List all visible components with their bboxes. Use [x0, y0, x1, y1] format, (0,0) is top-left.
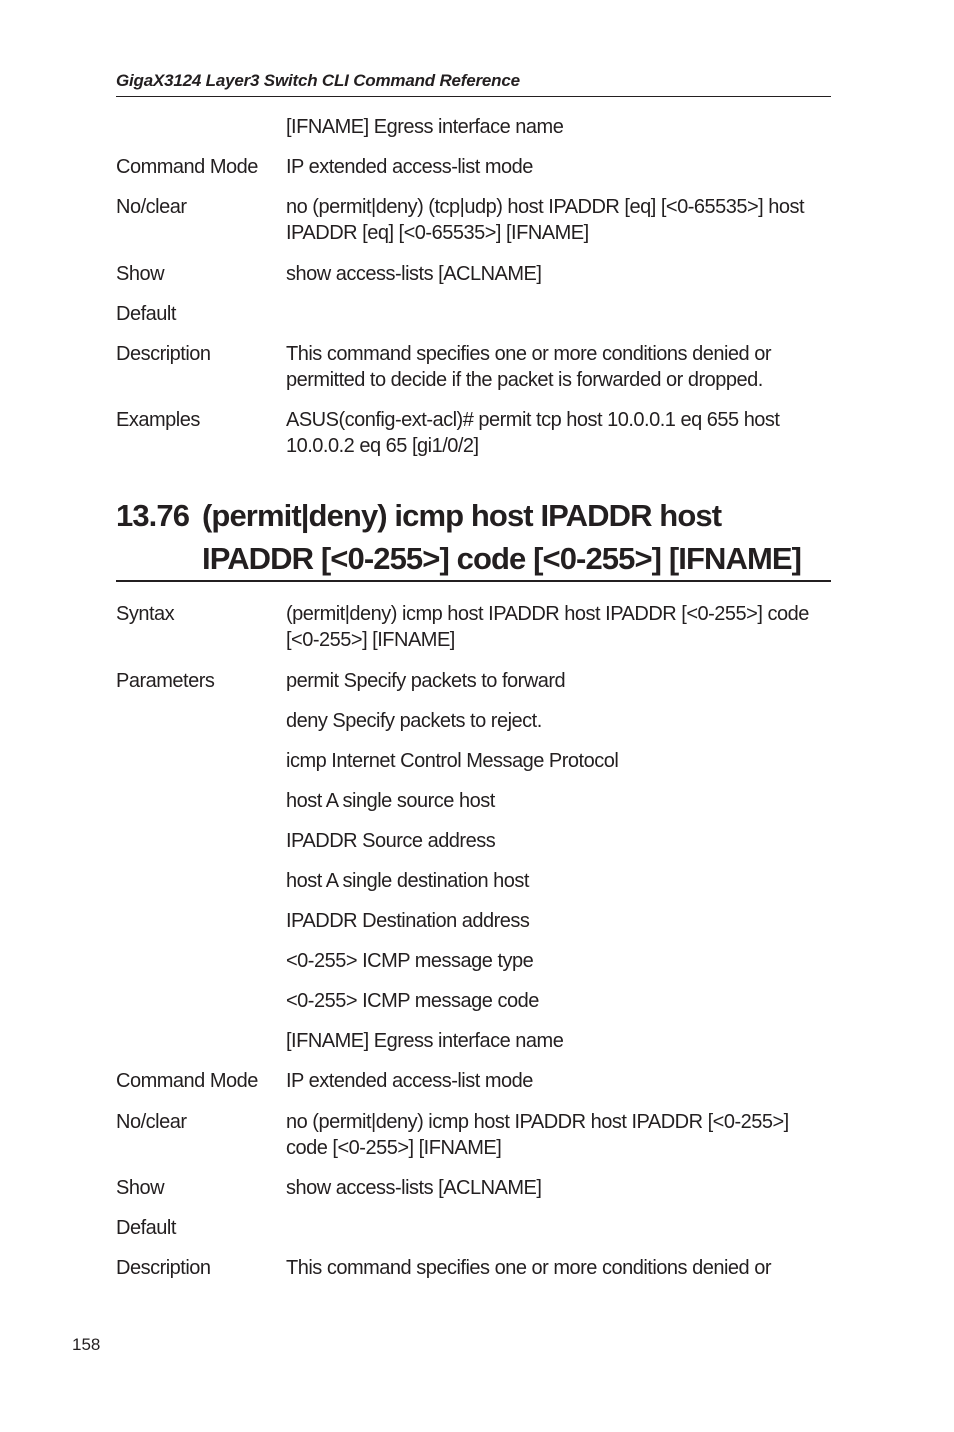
show-label: Show	[116, 263, 165, 285]
param-source-host: host A single source host	[286, 790, 495, 812]
running-header	[116, 70, 831, 97]
param-destination-ipaddr: IPADDR Destination address	[286, 910, 530, 932]
page-number: 158	[72, 1335, 101, 1354]
command-mode-label: Command Mode	[116, 156, 258, 178]
param-ifname-prev: [IFNAME] Egress interface name	[286, 116, 564, 138]
syntax-value	[286, 601, 831, 653]
param-icmp-code: <0-255> ICMP message code	[286, 990, 539, 1012]
default-label: Default	[116, 303, 176, 325]
param-deny: deny Specify packets to reject.	[286, 710, 542, 732]
description-label: Description	[116, 343, 211, 365]
description-label: Description	[116, 1257, 211, 1279]
param-source-ipaddr: IPADDR Source address	[286, 830, 496, 852]
syntax-label: Syntax	[116, 603, 175, 625]
description-line: This command specifies one or more conditions denied or	[286, 343, 771, 365]
command-mode-label: Command Mode	[116, 1070, 258, 1092]
syntax-line: [<0-255>] [IFNAME]	[286, 629, 455, 651]
noclear-line: code [<0-255>] [IFNAME]	[286, 1137, 502, 1159]
noclear-value	[286, 194, 831, 246]
param-icmp: icmp Internet Control Message Protocol	[286, 750, 619, 772]
running-title: GigaX3124 Layer3 Switch CLI Command Reference	[116, 71, 520, 90]
examples-label: Examples	[116, 409, 200, 431]
noclear-line: IPADDR [eq] [<0-65535>] [IFNAME]	[286, 222, 589, 244]
param-ifname: [IFNAME] Egress interface name	[286, 1030, 564, 1052]
default-label: Default	[116, 1217, 176, 1239]
description-value	[286, 341, 831, 393]
description-value: This command specifies one or more conditions denied or	[286, 1257, 771, 1279]
command-mode-value: IP extended access-list mode	[286, 1070, 533, 1092]
examples-line: 10.0.0.2 eq 65 [gi1/0/2]	[286, 435, 479, 457]
noclear-line: no (permit|deny) (tcp|udp) host IPADDR [eq] [<0-65535>] host	[286, 196, 805, 218]
param-destination-host: host A single destination host	[286, 870, 529, 892]
noclear-value	[286, 1109, 831, 1161]
show-label: Show	[116, 1177, 165, 1199]
examples-line: ASUS(config-ext-acl)# permit tcp host 10.0.0.1 eq 655 host	[286, 409, 780, 431]
noclear-label: No/clear	[116, 196, 187, 218]
section-title	[202, 494, 831, 580]
show-value: show access-lists [ACLNAME]	[286, 263, 542, 285]
section-title-line: IPADDR [<0-255>] code [<0-255>] [IFNAME]	[202, 541, 802, 576]
param-icmp-type: <0-255> ICMP message type	[286, 950, 534, 972]
section-heading	[116, 494, 831, 582]
param-permit: permit Specify packets to forward	[286, 670, 566, 692]
noclear-line: no (permit|deny) icmp host IPADDR host IPADDR [<0-255>]	[286, 1111, 789, 1133]
examples-value	[286, 407, 831, 459]
show-value: show access-lists [ACLNAME]	[286, 1177, 542, 1199]
parameters-label: Parameters	[116, 670, 215, 692]
description-line: permitted to decide if the packet is forwarded or dropped.	[286, 369, 763, 391]
section-title-line: (permit|deny) icmp host IPADDR host	[202, 498, 722, 533]
syntax-line: (permit|deny) icmp host IPADDR host IPADDR [<0-255>] code	[286, 603, 809, 625]
command-mode-value: IP extended access-list mode	[286, 156, 533, 178]
section-number: 13.76	[116, 498, 190, 533]
noclear-label: No/clear	[116, 1111, 187, 1133]
